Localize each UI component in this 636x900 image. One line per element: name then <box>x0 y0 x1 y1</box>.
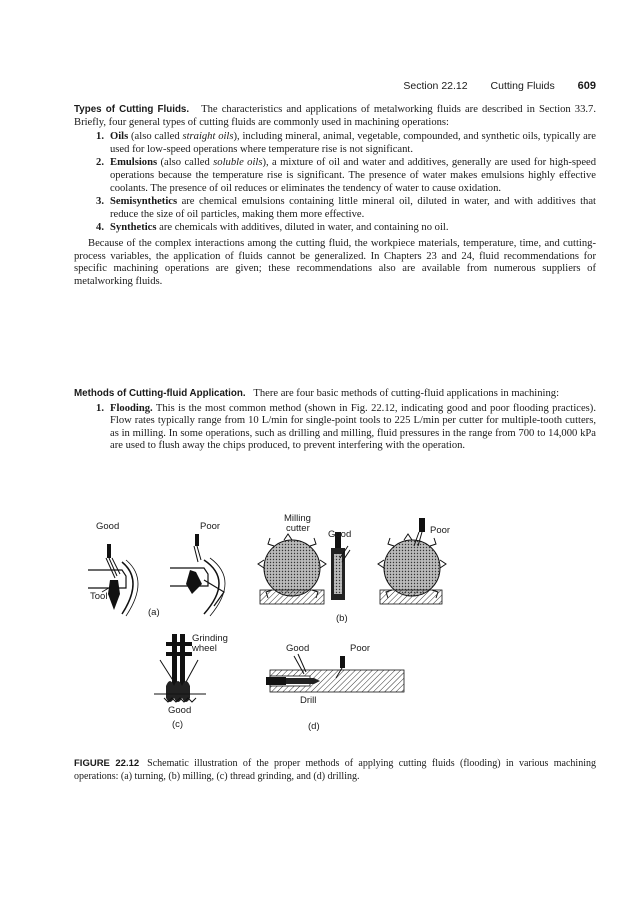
types-heading: Types of Cutting Fluids. <box>74 104 190 115</box>
list-item: 1. Flooding. This is the most common method (shown in Fig. 22.12, indicating good and poor flooding practices). Flow rates typically range from 10 L/min for single-point tools to 225 L/min per cutter for multiple-tooth cutters, as in milling. In some operations, such as drilling and milling, fluid pressures in the range from 700 to 14,000 kPa are used to flush away the chips produced, to prevent interfering with the operation. <box>74 403 596 453</box>
types-intro-paragraph <box>74 104 596 129</box>
figure-22-12 <box>74 510 596 750</box>
types-intro: The characteristics and applications of metalworking fluids are described in Section 33.7. Briefly, four general types of cutting fluids are commonly used in machining operations: <box>74 104 596 128</box>
label-poor-a: Poor <box>200 521 221 532</box>
drilling-diagram <box>266 654 404 692</box>
label-good-c: Good <box>168 705 192 716</box>
label-tool: Tool <box>90 591 108 602</box>
list-item: 2. Emulsions (also called soluble oils), a mixture of oil and water and additives, generally are used for high-speed operations because the temperature rise is significant. The presence of water makes emulsions highly effective coolants. The presence of oil reduces or eliminates the tendency of water to cause oxidation. <box>74 157 596 195</box>
item-number: 3. <box>96 196 104 208</box>
caption-text: Schematic illustration of the proper methods of applying cutting fluids (flooding) in various machining operations: (a) turning, (b) milling, (c) thread grinding, and (d) drilling. <box>74 758 596 782</box>
milling-good-diagram <box>258 529 352 604</box>
figure-number: FIGURE 22.12 <box>74 758 140 769</box>
types-section <box>74 104 596 288</box>
label-c: (c) <box>172 719 184 730</box>
figure-caption <box>74 757 596 783</box>
turning-poor-diagram <box>170 534 225 616</box>
item-term: Oils <box>110 131 129 143</box>
item-term: Semisynthetics <box>110 196 178 208</box>
label-poor-b: Poor <box>430 525 451 536</box>
label-poor-d: Poor <box>350 643 371 654</box>
types-list <box>74 131 596 235</box>
methods-intro: There are four basic methods of cutting-fluid applications in machining: <box>253 388 560 399</box>
item-term: Synthetics <box>110 222 157 234</box>
chapter-title: Cutting Fluids <box>490 80 555 92</box>
label-cutter: cutter <box>286 523 310 534</box>
label-a: (a) <box>148 607 160 618</box>
list-item: 1. Oils (also called straight oils), including mineral, animal, vegetable, compounded, and synthetic oils, typically are used for low-speed operations where temperature rise is not significant. <box>74 131 596 156</box>
label-grinding: Grinding <box>192 633 228 644</box>
turning-good-diagram <box>88 544 138 616</box>
list-item: 3. Semisynthetics are chemical emulsions containing little mineral oil, diluted in water, and with additives that reduce the size of oil particles, making them more effective. <box>74 196 596 221</box>
methods-heading: Methods of Cutting-fluid Application. <box>74 388 246 399</box>
item-number: 4. <box>96 222 104 234</box>
label-good-a: Good <box>96 521 120 532</box>
item-number: 1. <box>96 131 104 143</box>
item-number: 1. <box>96 402 104 414</box>
label-good-b: Good <box>328 529 352 540</box>
label-b: (b) <box>336 613 348 624</box>
page-number: 609 <box>577 80 596 92</box>
methods-intro-paragraph <box>74 388 596 401</box>
types-closing-paragraph: Because of the complex interactions among the cutting fluid, the workpiece materials, temperature, time, and cutting-process variables, the application of fluids cannot be generalized. In Chapters 23 and 24, fluid recommendations for specific machining operations are given; these recommendations also are available from numerous suppliers of metalworking fluids. <box>74 237 596 287</box>
list-item: 4. Synthetics are chemicals with additives, diluted in water, and containing no oil. <box>74 222 596 235</box>
label-wheel: wheel <box>192 643 217 654</box>
methods-section <box>74 388 596 454</box>
item-term: Flooding. <box>110 402 153 414</box>
label-milling: Milling <box>284 513 311 524</box>
label-good-d: Good <box>286 643 310 654</box>
item-term: Emulsions <box>110 157 158 169</box>
running-header <box>0 80 596 92</box>
label-drill: Drill <box>300 695 317 706</box>
section-label: Section 22.12 <box>403 80 468 92</box>
item-number: 2. <box>96 157 104 169</box>
figure-illustration <box>74 510 596 750</box>
methods-list <box>74 403 596 453</box>
label-d: (d) <box>308 721 320 732</box>
